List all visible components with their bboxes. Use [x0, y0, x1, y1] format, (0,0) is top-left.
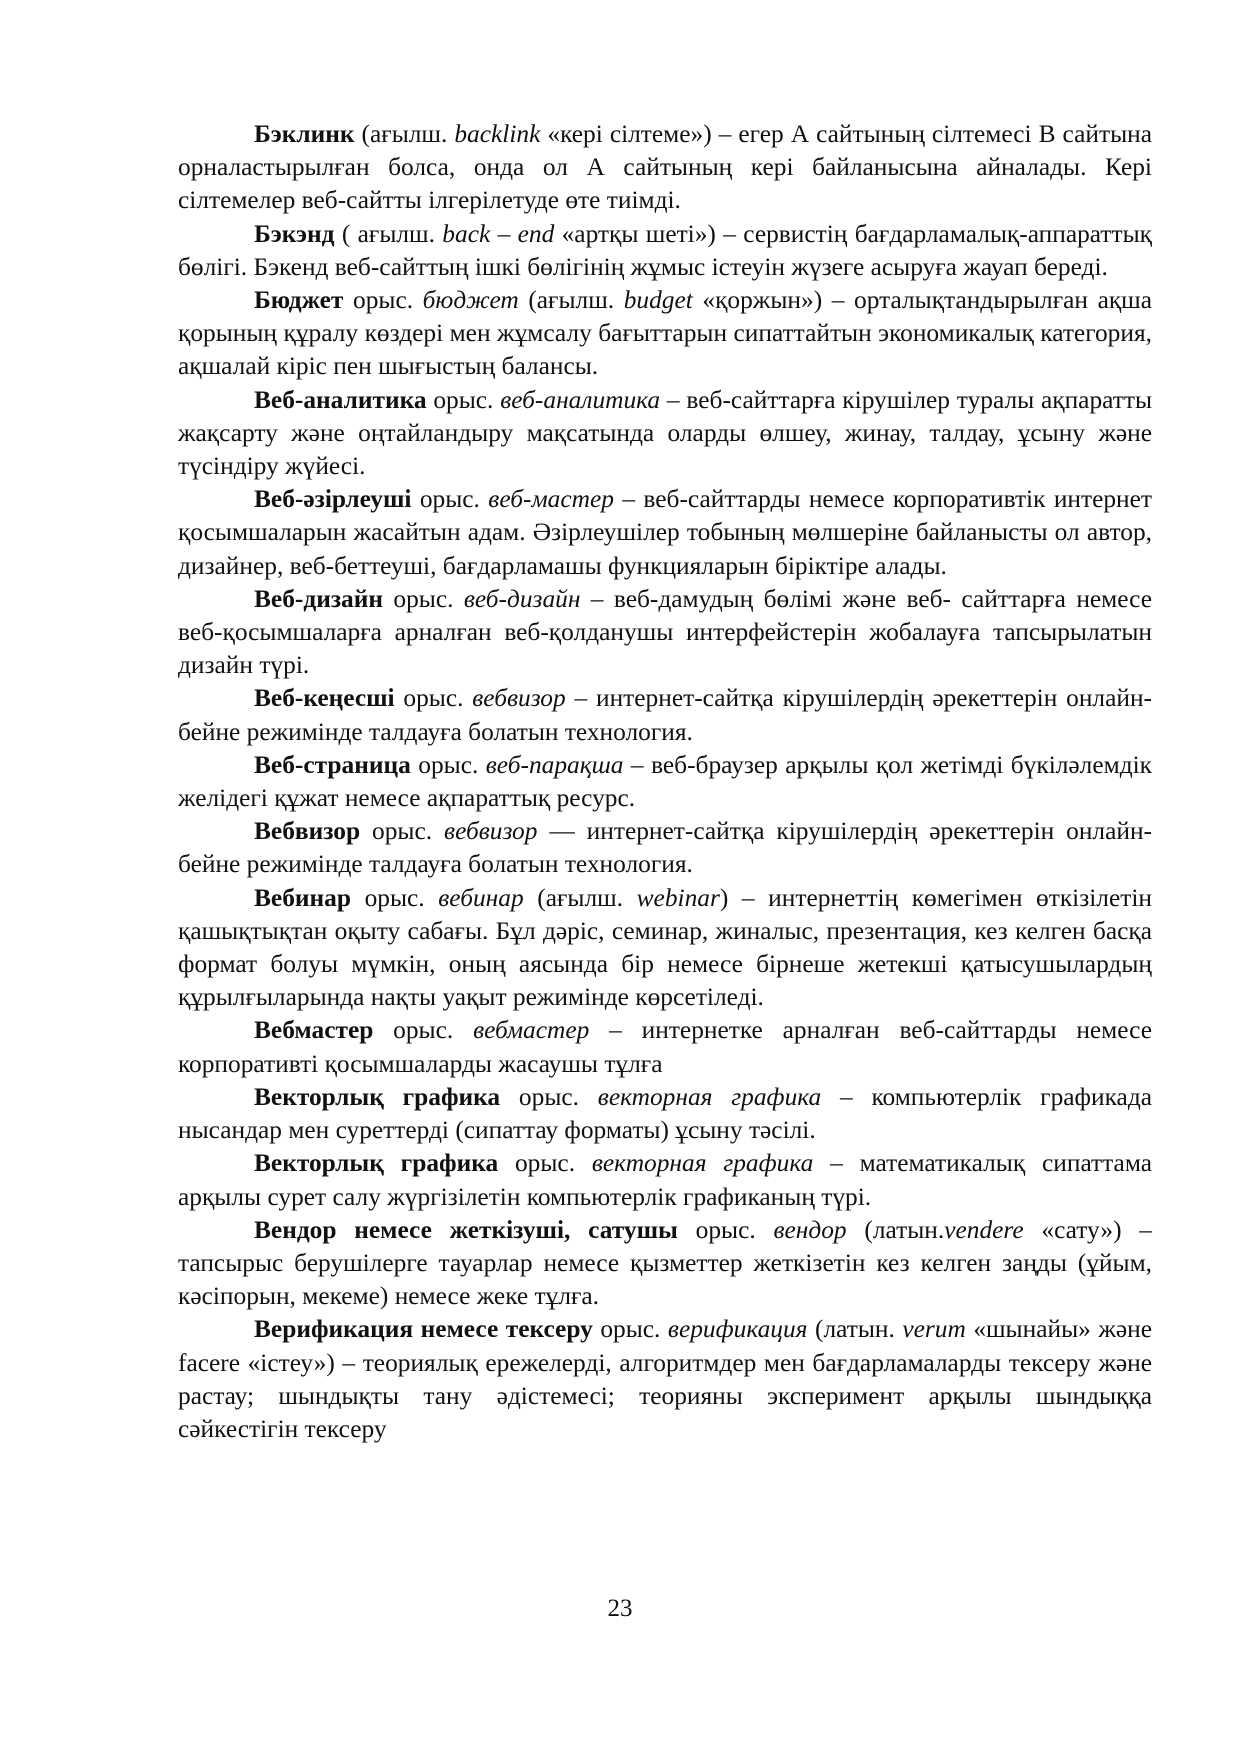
entry-italic-text: вебвизор: [472, 684, 566, 713]
entry-italic-text: back – end: [442, 219, 555, 248]
entry-italic-text: веб-парақша –: [485, 750, 644, 779]
entry-text: «артқы шеті») – сервистің бағдарламалық-аппараттық бөлігі. Бэкенд веб-сайттың ішкі бөлігінің жұмыс істеуін жүзеге асыруға жауап береді.: [178, 219, 1153, 281]
entry-text: математикалық сипаттама арқылы сурет салу жүргізілетін компьютерлік графиканың түрі.: [178, 1149, 1152, 1211]
glossary-entry-webvisor: [178, 815, 1152, 881]
entry-text: «қоржын») – орталықтандырылған ақша қорының құралу көздері мен жұмсалу бағыттарын сипаттайтын экономикалық категория, ақшалай кіріс пен шығыстың балансы.: [178, 286, 1152, 381]
entry-text: орыс.: [500, 1082, 598, 1111]
glossary-entry-backend: [178, 218, 1152, 284]
entry-text: орыс.: [343, 286, 423, 315]
entry-text: орыс.: [411, 485, 489, 514]
page-number: 23: [607, 1595, 633, 1622]
entry-italic-text: векторная графика –: [591, 1149, 843, 1178]
entry-term: Вендор немесе жеткізуші, сатушы: [254, 1215, 678, 1244]
entry-text: «сату») – тапсырыс берушілерге тауарлар немесе қызметтер жеткізетін кез келген заңды (ұйым, кәсіпорын, мекеме) немесе жеке тұлға.: [178, 1215, 1153, 1311]
entry-text: ) – интернеттің көмегімен өткізілетін қашықтықтан оқыту сабағы. Бұл дәріс, семинар, жиналыс, презентация, кез келген басқа формат болуы мүмкін, оның аясында бір немесе бірнеше жетекші қатысушылардың құрылғыларында нақты уақыт режимінде көрсетіледі.: [178, 883, 1152, 1012]
entry-term: Векторлық графика: [254, 1149, 499, 1178]
entry-term: Верификация немесе тексеру: [254, 1315, 593, 1344]
entry-text: – интернетке арналған веб-сайттарды немесе корпоративті қосымшаларды жасаушы тұлға: [178, 1016, 1153, 1078]
entry-term: Веб-кеңесші: [254, 684, 395, 713]
entry-text: орыс.: [350, 883, 439, 912]
glossary-entry-vector-graphics-1: [178, 1081, 1152, 1147]
entry-term: Веб-аналитика: [254, 385, 427, 414]
glossary-entries: [178, 118, 1152, 1446]
entry-term: Веб-страница: [254, 750, 411, 779]
entry-italic-text: верификация: [667, 1315, 808, 1344]
glossary-entry-backlink: [178, 118, 1152, 218]
entry-text: (латын.: [846, 1215, 945, 1244]
glossary-entry-web-advisor: [178, 682, 1152, 748]
entry-text: веб-сайттарға кірушілер туралы ақпаратты жақсарту және оңтайландыру мақсатында оларды өлшеу, жинау, талдау, ұсыну және түсіндіру жүйесі.: [178, 385, 1153, 481]
page-body: [178, 118, 1152, 1446]
entry-italic-text: webinar: [636, 883, 720, 912]
entry-italic-text: backlink: [454, 120, 541, 148]
entry-italic-text: verum: [902, 1315, 966, 1344]
entry-text: веб-браузер арқылы қол жетімді бүкіләлемдік желідегі құжат немесе ақпараттық ресурс.: [178, 750, 1153, 813]
entry-term: Вебвизор: [254, 817, 361, 846]
entry-italic-text: векторная графика –: [597, 1082, 853, 1111]
entry-term: Вебмастер: [254, 1016, 374, 1045]
glossary-entry-budget: [178, 284, 1152, 384]
entry-text: (латын.: [807, 1315, 903, 1344]
entry-text: орыс.: [498, 1149, 592, 1178]
entry-text: орыс.: [426, 385, 501, 414]
entry-italic-text: вендор: [773, 1215, 847, 1244]
entry-text: «шынайы» және facere «істеу») – теориялық ережелерді, алгоритмдер мен бағдарламаларды тексеру және растау; шындықты тану әдістемесі; теорияны эксперимент арқылы шындыққа сәйкестігін тексеру: [178, 1315, 1153, 1443]
entry-text: (ағылш.: [354, 120, 455, 148]
entry-text: ( ағылш.: [334, 219, 443, 248]
entry-italic-text: вебинар: [438, 883, 524, 912]
entry-text: орыс.: [373, 1016, 474, 1045]
entry-italic-text: вебмастер: [473, 1016, 590, 1045]
entry-text: орыс.: [383, 584, 464, 613]
entry-italic-text: budget: [623, 286, 693, 315]
glossary-entry-webmaster: [178, 1014, 1152, 1080]
glossary-entry-web-page: [178, 749, 1152, 815]
glossary-entry-vector-graphics-2: [178, 1147, 1152, 1213]
entry-text: «кері сілтеме») – егер А сайтының сілтемесі В сайтына орналастырылған болса, онда ол А сайтының кері байланысына айналады. Кері сілтемелер веб-сайтты ілгерілетуде өте тиімді.: [178, 120, 1152, 215]
entry-text: веб-сайттарды немесе корпоративтік интернет қосымшаларын жасайтын адам. Әзірлеушілер тобының мөлшеріне байланысты ол автор, дизайнер, веб-беттеуші, бағдарламашы функцияларын біріктіре алады.: [178, 485, 1153, 580]
entry-text: орыс.: [592, 1315, 668, 1344]
glossary-entry-web-developer: [178, 483, 1152, 583]
entry-italic-text: веб-дизайн –: [463, 584, 604, 613]
entry-text: орыс.: [360, 817, 445, 846]
entry-italic-text: бюджет: [422, 286, 519, 315]
entry-italic-text: веб-мастер –: [488, 485, 636, 514]
entry-term: Бюджет: [254, 286, 344, 315]
entry-italic-text: веб-аналитика –: [500, 385, 680, 414]
entry-text: орыс.: [677, 1215, 774, 1244]
entry-text: — интернет-сайтқа кірушілердің әрекеттерін онлайн-бейне режимінде талдауға болатын технология.: [178, 817, 1153, 879]
entry-text: орыс.: [394, 684, 473, 713]
entry-text: – интернет-сайтқа кірушілердің әрекеттерін онлайн-бейне режимінде талдауға болатын технология.: [178, 684, 1152, 746]
entry-text: (ағылш.: [523, 883, 637, 912]
entry-term: Веб-дизайн: [254, 584, 383, 613]
glossary-entry-web-design: [178, 583, 1152, 683]
glossary-entry-verification: [178, 1313, 1152, 1446]
entry-term: Бэкэнд: [254, 219, 335, 248]
entry-term: Веб-әзірлеуші: [254, 485, 412, 514]
entry-term: Векторлық графика: [254, 1082, 501, 1111]
entry-text: веб-дамудың бөлімі және веб- сайттарға немесе веб-қосымшаларға арналған веб-қолданушы интерфейстерін жобалауға тапсырылатын дизайн түрі.: [178, 584, 1152, 680]
entry-italic-text: вебвизор: [444, 817, 538, 846]
entry-text: компьютерлік графикада нысандар мен суреттерді (сипаттау форматы) ұсыну тәсілі.: [178, 1082, 1153, 1145]
entry-term: Бэклинк: [254, 120, 355, 148]
entry-text: орыс.: [410, 750, 486, 779]
entry-italic-text: vendere: [944, 1215, 1024, 1244]
entry-text: (ағылш.: [518, 286, 624, 315]
glossary-entry-webinar: [178, 882, 1152, 1015]
glossary-entry-web-analytics: [178, 384, 1152, 484]
entry-term: Вебинар: [254, 883, 351, 912]
glossary-entry-vendor: [178, 1214, 1152, 1314]
